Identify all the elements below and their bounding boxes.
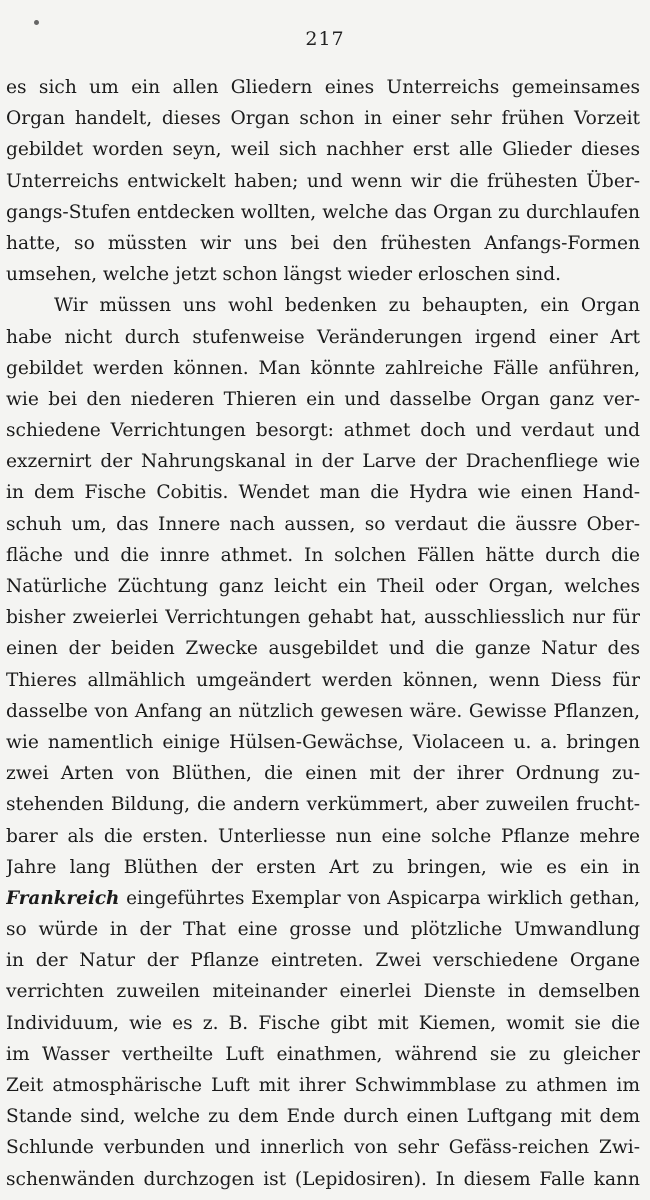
text-line: Natürliche Züchtung ganz leicht ein Theil oder Organ, welches <box>6 576 640 597</box>
text-line: zwei Arten von Blüthen, die einen mit der ihrer Ordnung zu- <box>6 763 640 785</box>
body-text <box>6 72 640 1195</box>
text-line: schiedene Verrichtungen besorgt: athmet doch und verdaut und <box>6 420 640 442</box>
text-line: wie bei den niederen Thieren ein und dasselbe Organ ganz ver- <box>6 388 640 410</box>
text-line: schuh um, das Innere nach aussen, so verdaut die äussre Ober- <box>6 513 640 535</box>
text-line: in dem Fische Cobitis. Wendet man die Hydra wie einen Hand- <box>6 482 640 504</box>
text-line: gebildet werden können. Man könnte zahlreiche Fälle anführen, <box>6 357 640 379</box>
text-line: im Wasser vertheilte Luft einathmen, während sie zu gleicher <box>6 1043 640 1065</box>
text-line: fläche und die innre athmet. In solchen Fällen hätte durch die <box>6 544 640 566</box>
paragraph-end-line: umsehen, welche jetzt schon längst wieder erloschen sind. <box>6 264 562 286</box>
text-line: Zeit atmosphärische Luft mit ihrer Schwimmblase zu athmen im <box>6 1075 640 1096</box>
page-number: 217 <box>305 28 345 50</box>
text-line: stehenden Bildung, die andern verkümmert, aber zuweilen frucht- <box>6 794 640 816</box>
text-line: Thieres allmählich umgeändert werden können, wenn Diess für <box>6 669 640 691</box>
text-line: es sich um ein allen Gliedern eines Unterreichs gemeinsames <box>6 77 640 98</box>
text-line: einen der beiden Zwecke ausgebildet und die ganze Natur des <box>6 638 640 660</box>
text-line: dasselbe von Anfang an nützlich gewesen wäre. Gewisse Pflanzen, <box>6 700 640 722</box>
text-line: bisher zweierlei Verrichtungen gehabt hat, ausschliesslich nur für <box>6 607 640 629</box>
text-line: Jahre lang Blüthen der ersten Art zu bringen, wie es ein in <box>6 856 640 878</box>
text-line: Unterreichs entwickelt haben; und wenn wir die frühesten Über- <box>6 170 640 192</box>
text-line: barer als die ersten. Unterliesse nun eine solche Pflanze mehre <box>6 825 640 847</box>
text-line: gangs-Stufen entdecken wollten, welche das Organ zu durchlaufen <box>6 201 640 223</box>
text-line: schenwänden durchzogen ist (Lepidosiren). In diesem Falle kann <box>6 1168 640 1190</box>
paragraph-start-line: Wir müssen uns wohl bedenken zu behaupten, ein Organ <box>54 295 640 317</box>
text-line: verrichten zuweilen miteinander einerlei Dienste in demselben <box>6 981 640 1003</box>
text-line: hatte, so müssten wir uns bei den frühesten Anfangs-Formen <box>6 232 640 254</box>
text-line: habe nicht durch stufenweise Veränderungen irgend einer Art <box>6 326 640 348</box>
text-line: so würde in der That eine grosse und plötzliche Umwandlung <box>6 919 640 941</box>
ink-speck <box>34 20 39 25</box>
text-line: Individuum, wie es z. B. Fische gibt mit Kiemen, womit sie die <box>6 1012 640 1034</box>
text-line: exzernirt der Nahrungskanal in der Larve der Drachenfliege wie <box>6 451 640 473</box>
text-line: in der Natur der Pflanze eintreten. Zwei verschiedene Organe <box>6 950 640 972</box>
text-line: wie namentlich einige Hülsen-Gewächse, Violaceen u. a. bringen <box>6 731 640 753</box>
text-line: Stande sind, welche zu dem Ende durch einen Luftgang mit dem <box>6 1106 640 1128</box>
text-line: Frankreich eingeführtes Exemplar von Aspicarpa wirklich gethan, <box>6 887 640 909</box>
text-line: Organ handelt, dieses Organ schon in einer sehr frühen Vorzeit <box>6 108 640 130</box>
text-line: Schlunde verbunden und innerlich von sehr Gefäss-reichen Zwi- <box>6 1137 640 1159</box>
text-line: gebildet worden seyn, weil sich nachher erst alle Glieder dieses <box>6 139 640 161</box>
italic-place-name: Frankreich <box>6 887 120 909</box>
